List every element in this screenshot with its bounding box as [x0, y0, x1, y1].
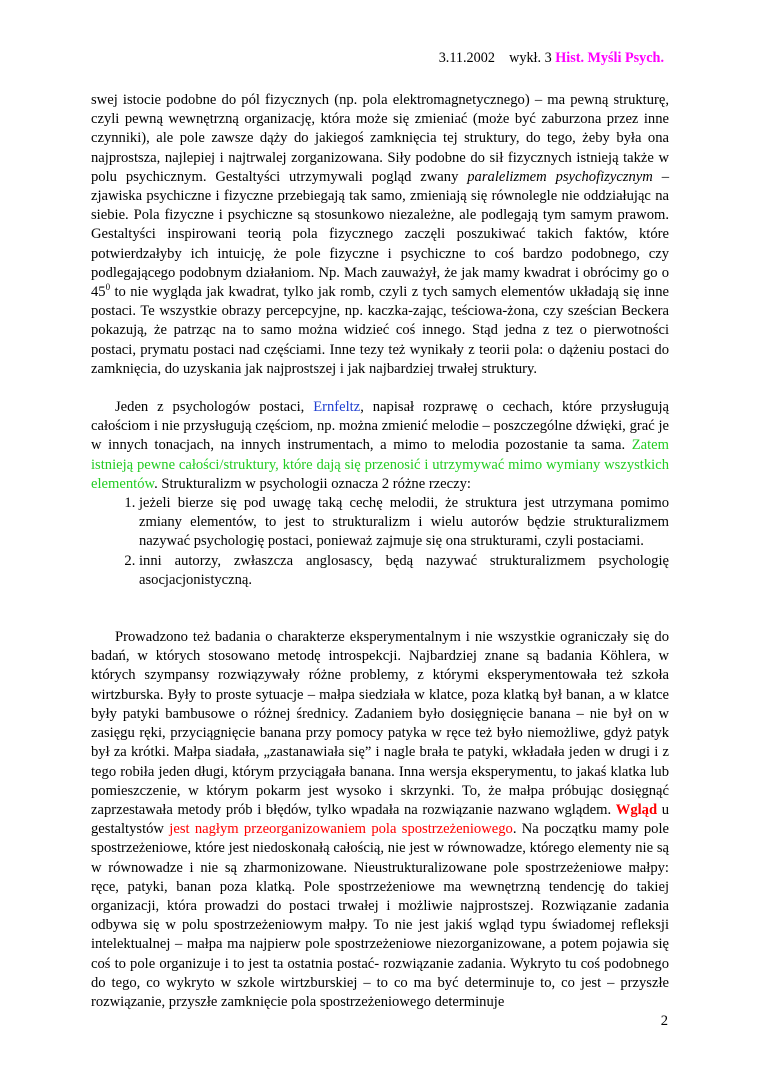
paragraph-kohler — [91, 628, 669, 1012]
header-course-title: Hist. Myśli Psych. — [555, 50, 664, 66]
paragraph-text: Prowadzono też badania o charakterze eksperymentalnym i nie wszystkie ograniczały się do badań, w których stosowano metodę introspekcji. Najbardziej znane są badania Köhlera, w których szympansy rozwiązywały różne problemy, z którymi eksperymentowała też szkoła wirtzburska. Były to proste sytuacje – małpa siedziała w klatce, poza klatką był banan, a w klatce były patyki bambusowe o różnej średnicy. Zadaniem było dosięgnięcie banana – nie był on w zasięgu ręki, przyciągnięcie banana przy pomocy patyka w ręce też było niemożliwe, gdyż patyk był za krótki. Małpa siadała, „zastanawiała się” i nagle brała te patyki, wkładała jeden w drugi i z tego robiła jeden długi, którym przyciągała banana. Inna wersja eksperymentu, to jakaś klatka lub pomieszczenie, w którym pokarm jest wysoko i skrzynki. To, że małpa próbując dosięgnąć zaprzestawała metody prób i błędów, tylko wpadała na rozwiązanie nazwano wglądem. — [91, 629, 669, 818]
paragraph-field-theory — [91, 91, 669, 379]
paragraph-ernfeltz — [91, 398, 669, 494]
paragraph-text: . Na początku mamy pole spostrzeżeniowe, które jest niedoskonałą całością, nie jest w równowadze, którego elementy nie są w równowadze i nie są zharmonizowane. Nieustrukturalizowane pole spostrzeżeniowe małpy: ręce, patyki, banan poza klatką. Pole spostrzeżeniowe ma wewnętrzną tendencję do takiej organizacji, która prowadzi do postaci trwałej i możliwie najprostszej. Rozwiązanie zadania odbywa się w polu spostrzeżeniowym małpy. To nie jest jakiś wgląd typu świadomej refleksji intelektualnej – małpa ma najpierw pole spostrzeżeniowe niezorganizowane, a potem pojawia się coś to pole organizuje i to jest ta ostatnia postać- rozwiązanie zadania. Wykryto tu coś podobnego do tego, co wykryto w szkole wirtzburskiej – to co ma być determinuje to, co jest – przyszłe rozwiązanie, przyszłe zamknięcie pola spostrzeżeniowego determinuje — [91, 821, 669, 1010]
list-item: 1. jeżeli bierze się pod uwagę taką cechę melodii, że struktura jest utrzymana pomimo zmiany elementów, to jest to strukturalizm i wielu autorów będzie strukturalizmem nazywać psychologię postaci, ponieważ zajmuje się ona strukturami, czyli postaciami. — [139, 494, 669, 552]
page-number: 2 — [660, 1013, 668, 1029]
header-lecture: wykł. 3 — [509, 50, 552, 66]
structuralism-list — [91, 494, 669, 590]
document-body — [91, 91, 669, 1012]
paragraph-text: to nie wygląda jak kwadrat, tylko jak romb, czyli z tych samych elementów układają się inne postaci. Te wszystkie obrazy percepcyjne, np. kaczka-zając, teściowa-żona, czy sześcian Beckera pokazują, że patrząc na to samo można widzieć coś innego. Stąd jedna z tez o pierwotności postaci, prymatu postaci nad częściami. Inne tezy też wynikały z teorii pola: o dążeniu postaci do zamknięcia, do uzyskania jak najprostszej i jak najbardziej trwałej struktury. — [91, 284, 669, 377]
name-ernfeltz: Ernfeltz — [313, 399, 361, 416]
header-date: 3.11.2002 — [438, 50, 495, 66]
degree-superscript: 0 — [105, 282, 111, 293]
paragraph-text: u gestaltystów — [91, 801, 669, 838]
paragraph-text: , napisał rozprawę o cechach, które przysługują całościom i nie przysługują częściom, np. można zmienić melodie – poszczególne dźwięki, grać je w innych tonacjach, na innych instrumentach, a mimo to melodia pozostanie ta sama. — [91, 399, 669, 454]
page-header — [439, 50, 664, 67]
list-item: 2. inni autorzy, zwłaszcza anglosascy, będą nazywać strukturalizmem psychologię asocjacjonistyczną. — [139, 552, 669, 590]
term-paralelizm: paralelizmem psychofizycznym — [467, 168, 653, 185]
definition-wglad: jest nagłym przeorganizowaniem pola spostrzeżeniowego — [169, 821, 513, 838]
paragraph-text: . Strukturalizm w psychologii oznacza 2 różne rzeczy: — [154, 475, 471, 492]
highlight-structures: Zatem istnieją pewne całości/struktury, które dają się przenosić i utrzymywać mimo wymiany wszystkich elementów — [91, 437, 669, 492]
paragraph-text: – zjawiska psychiczne i fizyczne przebiegają tak samo, zmieniają się równolegle nie oddziałując na siebie. Pola fizyczne i psychiczne są stosunkowo niezależne, ale podlegają tym samym prawom. Gestaltyści inspirowani teorią pola fizycznego zaczęli poszukiwać takich faktów, które potwierdzałyby ich intuicję, że pole fizyczne i psychiczne to coś bardzo podobnego, czy podlegającego podobnym działaniom. Np. Mach zauważył, że jak mamy kwadrat i obrócimy go o 45 — [91, 168, 669, 301]
term-wglad: Wgląd — [615, 801, 658, 818]
paragraph-text: Jeden z psychologów postaci, — [115, 399, 314, 416]
paragraph-text: swej istocie podobne do pól fizycznych (np. pola elektromagnetycznego) – ma pewną strukturę, czyli pewną wewnętrzną organizację, która może się zmieniać (może być zaburzona przez inne czynniki), ale pole zawsze dąży do jakiegoś zamknięcia tej struktury, do tego, żeby była ona najprostsza, najlepiej i najtrwalej zorganizowana. Siły podobne do sił fizycznych istnieją także w polu psychicznym. Gestaltyści utrzymywali pogląd zwany — [91, 92, 669, 185]
